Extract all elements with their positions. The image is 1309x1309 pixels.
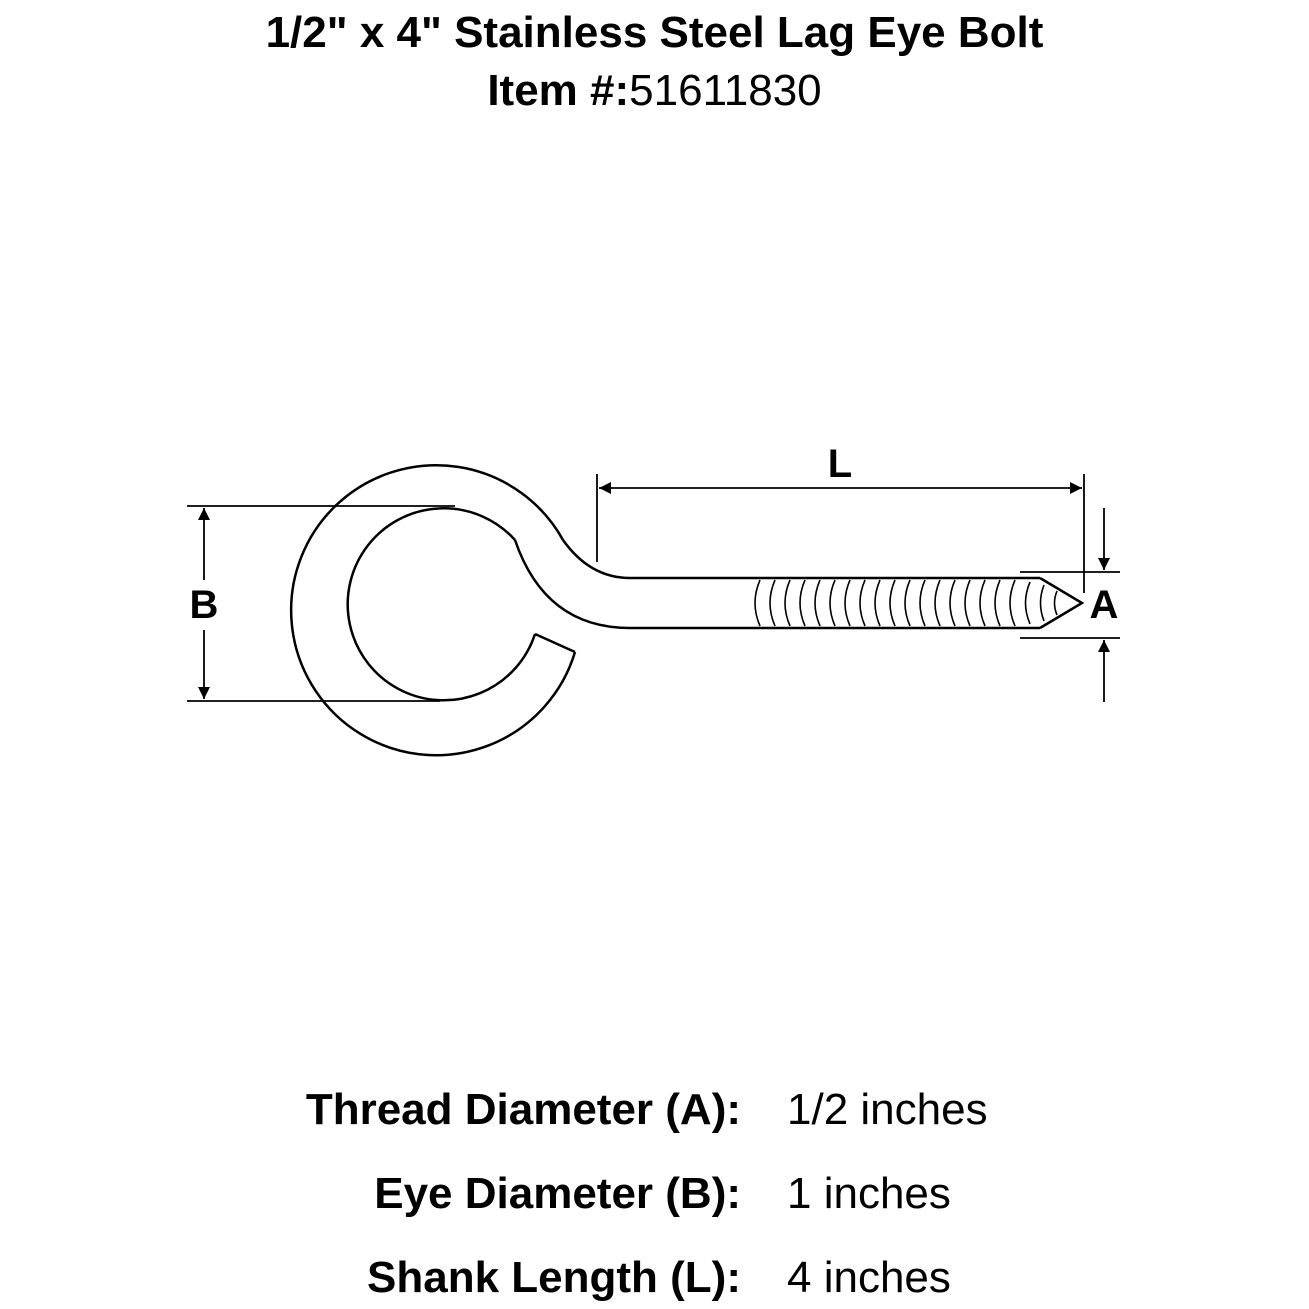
spec-label: Thread Diameter (A): — [305, 1085, 741, 1134]
dimension-B — [187, 506, 455, 701]
spec-value: 1 inches — [787, 1169, 951, 1218]
eye-inner-contour — [348, 508, 535, 700]
spec-label: Eye Diameter (B): — [374, 1169, 741, 1218]
thread-lines — [755, 580, 1057, 626]
dimension-B-label: B — [189, 583, 219, 627]
product-title: 1/2" x 4" Stainless Steel Lag Eye Bolt — [265, 8, 1044, 57]
dimension-L-label: L — [827, 442, 853, 486]
spec-row-thread-diameter — [0, 1080, 1309, 1140]
spec-row-shank-length — [0, 1248, 1309, 1308]
eye-tip-edge — [535, 634, 575, 652]
lag-tip — [1040, 578, 1082, 628]
shank-top-edge — [563, 540, 1040, 578]
dimension-A-label: A — [1089, 583, 1119, 627]
spec-label: Shank Length (L): — [367, 1253, 741, 1302]
dimension-A — [1020, 508, 1120, 702]
spec-value: 4 inches — [787, 1253, 951, 1302]
item-number-value: 51611830 — [629, 66, 822, 115]
dimension-L — [597, 442, 1084, 593]
spec-value: 1/2 inches — [787, 1085, 988, 1134]
spec-row-eye-diameter — [0, 1164, 1309, 1224]
shank-bottom-edge — [515, 540, 1040, 628]
item-number-label: Item #: — [487, 66, 630, 115]
